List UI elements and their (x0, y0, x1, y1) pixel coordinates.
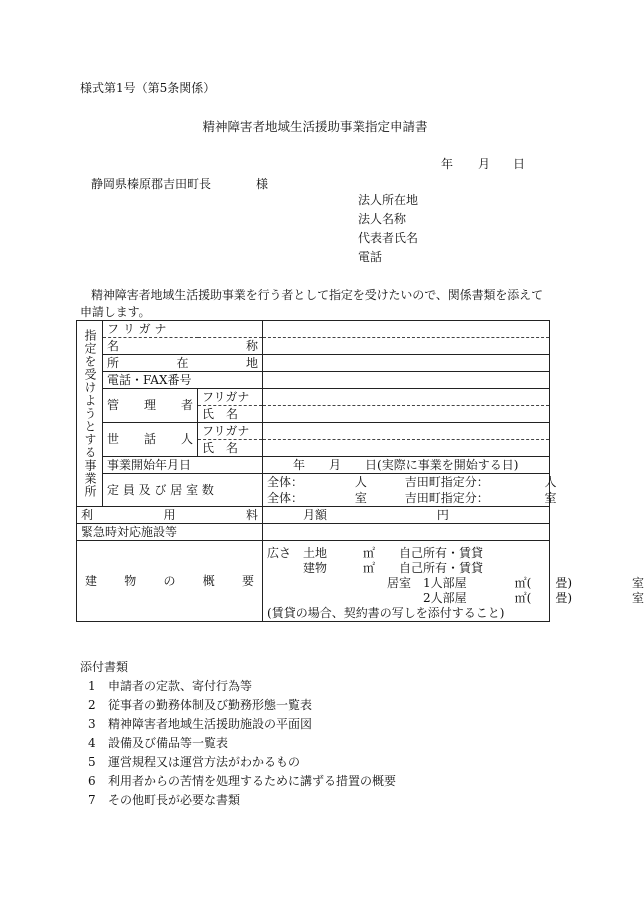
building-label: 建 物 の 概 要 (77, 541, 263, 622)
capacity-total-unit: 人 (354, 474, 367, 489)
rooms-total-unit: 室 (354, 490, 367, 505)
caretaker-furigana-field[interactable] (263, 423, 550, 440)
rooms-total-label: 全体： (267, 490, 304, 505)
emergency-label: 緊急時対応施設等 (77, 524, 263, 541)
date-month: 月 (478, 157, 491, 171)
attachment-item: 3 精神障害者地域生活援助施設の平面図 (88, 717, 313, 731)
start-date-field[interactable]: 年 月 日(実際に事業を開始する日) (263, 457, 550, 474)
attachment-item: 1 申請者の定款、寄付行為等 (88, 679, 253, 693)
start-date-label: 事業開始年月日 (103, 457, 263, 474)
capacity-yoshida-label: 吉田町指定分： (404, 474, 489, 489)
capacity-label: 定 員 及 び 居 室 数 (103, 474, 263, 507)
fee-field[interactable] (263, 507, 550, 524)
date-day: 日 (513, 157, 526, 171)
furigana-field[interactable] (263, 321, 550, 338)
applicant-name-label: 法人名称 (358, 212, 407, 226)
facility-name-field[interactable] (263, 338, 550, 355)
addressee: 静岡県榛原郡吉田町長 (91, 177, 212, 191)
building-structure-line: 建物 ㎡ 自己所有・賃貸 (267, 560, 484, 575)
phone-fax-label: 電話・FAX番号 (103, 372, 263, 389)
date-year: 年 (441, 157, 454, 171)
emergency-field[interactable] (263, 524, 550, 541)
addressee-honorific: 様 (256, 177, 269, 191)
rooms-yoshida-label: 吉田町指定分： (404, 490, 489, 505)
side-label: 指定を受けようとする事業所 (77, 321, 103, 507)
manager-furigana-label: フリガナ (198, 389, 263, 406)
building-lease-note: (賃貸の場合、契約書の写しを添付すること) (267, 605, 505, 620)
attachment-item: 2 従事者の勤務体制及び勤務形態一覧表 (88, 698, 313, 712)
capacity-people-row[interactable] (263, 474, 557, 491)
caretaker-name-field[interactable] (263, 440, 550, 457)
intro-paragraph: 精神障害者地域生活援助事業を行う者として指定を受けたいので、関係書類を添えて申請します。 (80, 288, 543, 319)
caretaker-furigana-label: フリガナ (198, 423, 263, 440)
attachment-item: 5 運営規程又は運営方法がわかるもの (88, 755, 301, 769)
manager-name-label: 氏 名 (198, 406, 263, 423)
applicant-phone-label: 電話 (358, 250, 383, 264)
manager-name-field[interactable] (263, 406, 550, 423)
capacity-total-label: 全体： (267, 474, 304, 489)
location-label: 所 在 地 (103, 355, 263, 372)
facility-name-label: 名 称 (103, 338, 263, 355)
capacity-rooms-row[interactable] (263, 490, 557, 507)
manager-label: 管 理 者 (103, 389, 198, 423)
attachment-item: 4 設備及び備品等一覧表 (88, 736, 229, 750)
rooms-yoshida-unit: 室 (544, 490, 557, 505)
applicant-representative-label: 代表者氏名 (358, 231, 419, 245)
capacity-yoshida-unit: 人 (544, 474, 557, 489)
fee-label: 利 用 料 (77, 507, 263, 524)
location-field[interactable] (263, 355, 550, 372)
attachment-item: 6 利用者からの苦情を処理するために講ずる措置の概要 (88, 774, 397, 788)
building-double-room-line: 2人部屋 ㎡( 畳) 室 (423, 590, 644, 605)
applicant-address-label: 法人所在地 (358, 193, 419, 207)
caretaker-label: 世 話 人 (103, 423, 198, 457)
furigana-label: フ リ ガ ナ (103, 321, 263, 338)
attachments-title: 添付書類 (80, 660, 129, 674)
caretaker-name-label: 氏 名 (198, 440, 263, 457)
building-summary-field[interactable] (263, 541, 644, 622)
manager-furigana-field[interactable] (263, 389, 550, 406)
fee-unit: 円 (436, 507, 449, 522)
building-land-line: 広さ 土地 ㎡ 自己所有・賃貸 (267, 545, 484, 560)
form-number: 様式第1号（第5条関係） (80, 81, 216, 95)
attachment-item: 7 その他町長が必要な書類 (88, 793, 241, 807)
building-single-room-line: 居室 1人部屋 ㎡( 畳) 室 (387, 575, 644, 590)
phone-fax-field[interactable] (263, 372, 550, 389)
application-form-table (76, 320, 644, 622)
document-title: 精神障害者地域生活援助事業指定申請書 (202, 119, 428, 134)
fee-monthly-label: 月額 (303, 507, 328, 522)
